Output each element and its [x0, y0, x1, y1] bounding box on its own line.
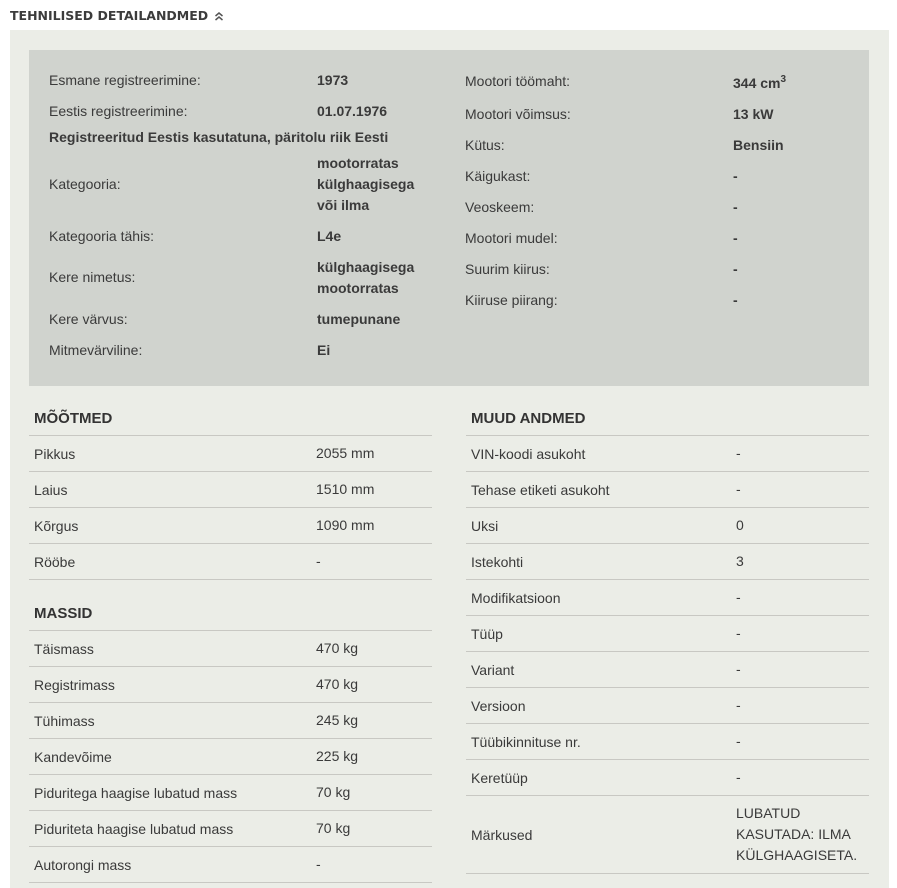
row-label: Kõrgus	[34, 517, 79, 534]
row-value: -	[736, 733, 741, 749]
table-row	[466, 651, 869, 687]
summary-value: 01.07.1976	[317, 102, 388, 119]
table-row	[466, 795, 869, 873]
details-panel	[10, 30, 889, 888]
origin-note: Registreeritud Eestis kasutatuna, päritolu riik Eesti	[49, 128, 389, 145]
row-value: 470 kg	[316, 640, 359, 656]
summary-box	[29, 50, 869, 386]
summary-row	[465, 259, 550, 279]
summary-label: Esmane registreerimine:	[49, 72, 201, 88]
row-value: -	[736, 661, 741, 677]
row-label: Märkused	[471, 826, 533, 843]
summary-row	[465, 71, 570, 91]
row-value: 0	[736, 517, 744, 533]
row-value: 70 kg	[316, 820, 351, 836]
summary-value-row	[733, 197, 738, 217]
summary-row	[49, 226, 154, 246]
row-value: -	[736, 697, 741, 713]
row-label: Laius	[34, 481, 68, 498]
masses-heading: MASSID	[34, 605, 93, 622]
summary-label: Mootori võimsus:	[465, 106, 571, 122]
row-value: 70 kg	[316, 784, 351, 800]
summary-value: Ei	[317, 341, 331, 358]
section-title: TEHNILISED DETAILANDMED	[10, 7, 209, 23]
row-label: Tühimass	[34, 712, 95, 729]
summary-row	[465, 104, 571, 124]
table-row	[466, 543, 869, 579]
table-row	[29, 630, 432, 666]
table-row	[29, 774, 432, 810]
row-label: Versioon	[471, 697, 526, 714]
summary-value: -	[733, 291, 738, 308]
summary-value-row	[317, 70, 348, 90]
row-value: 3	[736, 553, 744, 569]
summary-row	[465, 197, 534, 217]
table-row	[29, 543, 432, 579]
row-label: Keretüüp	[471, 769, 528, 786]
summary-label: Kiiruse piirang:	[465, 292, 558, 308]
row-value: -	[736, 481, 741, 497]
summary-label: Kere värvus:	[49, 311, 128, 327]
summary-value: Bensiin	[733, 136, 784, 153]
chevron-double-up-icon[interactable]	[214, 11, 224, 21]
summary-value: L4e	[317, 227, 342, 244]
capacity-unit-sup: 3	[780, 73, 787, 85]
summary-label: Mitmevärviline:	[49, 342, 143, 358]
capacity-number: 344 cm	[733, 74, 781, 91]
summary-label: Eestis registreerimine:	[49, 103, 188, 119]
summary-label: Käigukast:	[465, 168, 531, 184]
row-value: -	[316, 856, 321, 872]
summary-value: -	[733, 229, 738, 246]
table-row	[466, 435, 869, 471]
table-row	[466, 471, 869, 507]
summary-label: Mootori mudel:	[465, 230, 558, 246]
summary-value-row	[733, 290, 738, 310]
summary-row	[49, 70, 201, 90]
table-row	[466, 723, 869, 759]
table-row	[29, 738, 432, 774]
row-label: Autorongi mass	[34, 856, 132, 873]
summary-value: -	[733, 198, 738, 215]
row-value: 2055 mm	[316, 445, 375, 461]
row-label: VIN-koodi asukoht	[471, 445, 586, 462]
row-value: 225 kg	[316, 748, 359, 764]
row-value: 1090 mm	[316, 517, 375, 533]
summary-row	[465, 228, 558, 248]
row-label: Piduritega haagise lubatud mass	[34, 784, 238, 801]
row-value: 1510 mm	[316, 481, 375, 497]
summary-value-row	[317, 153, 437, 216]
row-label: Variant	[471, 661, 515, 678]
summary-row	[49, 340, 142, 360]
table-row	[29, 810, 432, 846]
table-row	[29, 507, 432, 543]
row-label: Rööbe	[34, 553, 76, 570]
summary-row	[465, 166, 530, 186]
summary-row	[49, 101, 188, 121]
row-label: Pikkus	[34, 445, 76, 462]
summary-value-row	[733, 104, 773, 124]
table-row	[466, 687, 869, 723]
summary-value: mootorratas külghaagisega või ilma	[317, 155, 415, 213]
summary-value-row	[733, 259, 738, 279]
row-value: -	[736, 445, 741, 461]
summary-value-row	[733, 166, 738, 186]
summary-value: 13 kW	[733, 105, 774, 122]
summary-value-row	[733, 135, 784, 155]
row-value: -	[736, 769, 741, 785]
row-value: -	[736, 625, 741, 641]
summary-label: Kütus:	[465, 137, 505, 153]
summary-label: Kategooria tähis:	[49, 228, 155, 244]
summary-value: -	[733, 167, 738, 184]
row-label: Tüübikinnituse nr.	[471, 733, 581, 750]
summary-value-row	[733, 70, 786, 92]
table-row	[29, 471, 432, 507]
summary-row	[465, 290, 558, 310]
row-label: Registrimass	[34, 676, 115, 693]
row-label: Kandevõime	[34, 748, 112, 765]
table-row	[466, 759, 869, 795]
engine-capacity-value	[733, 69, 786, 94]
summary-value-row	[317, 226, 341, 246]
remarks-value: LUBATUD KASUTADA: ILMA KÜLGHAAGISETA.	[736, 805, 858, 863]
section-toggle[interactable]	[10, 6, 224, 24]
summary-label: Mootori töömaht:	[465, 73, 571, 89]
table-row	[466, 507, 869, 543]
origin-note-row	[49, 127, 388, 147]
summary-label: Veoskeem:	[465, 199, 535, 215]
summary-row	[49, 267, 135, 287]
row-label: Täismass	[34, 640, 94, 657]
summary-label: Kategooria:	[49, 176, 121, 192]
summary-value: tumepunane	[317, 310, 401, 327]
summary-row	[49, 309, 128, 329]
table-row	[29, 666, 432, 702]
summary-value-row	[317, 309, 400, 329]
summary-label: Kere nimetus:	[49, 269, 136, 285]
row-label: Piduriteta haagise lubatud mass	[34, 820, 234, 837]
summary-value-row	[317, 257, 427, 299]
other-data-heading: MUUD ANDMED	[471, 410, 586, 427]
table-row	[29, 846, 432, 882]
divider	[29, 882, 432, 883]
row-label: Uksi	[471, 517, 499, 534]
summary-value: 1973	[317, 71, 349, 88]
summary-value: külghaagisega mootorratas	[317, 259, 415, 296]
summary-label: Suurim kiirus:	[465, 261, 550, 277]
summary-value-row	[317, 101, 387, 121]
table-row	[29, 435, 432, 471]
row-value: -	[316, 553, 321, 569]
summary-value-row	[733, 228, 738, 248]
row-value: 245 kg	[316, 712, 359, 728]
dimensions-heading: MÕÕTMED	[34, 410, 113, 427]
row-label: Tehase etiketi asukoht	[471, 481, 610, 498]
row-value: -	[736, 589, 741, 605]
row-value: 470 kg	[316, 676, 359, 692]
divider	[466, 873, 869, 874]
table-row	[466, 579, 869, 615]
divider	[29, 579, 432, 580]
summary-value-row	[317, 340, 330, 360]
row-label: Tüüp	[471, 625, 503, 642]
table-row	[29, 702, 432, 738]
summary-row	[49, 174, 121, 194]
row-label: Istekohti	[471, 553, 524, 570]
table-row	[466, 615, 869, 651]
row-label: Modifikatsioon	[471, 589, 561, 606]
summary-row	[465, 135, 505, 155]
summary-value: -	[733, 260, 738, 277]
